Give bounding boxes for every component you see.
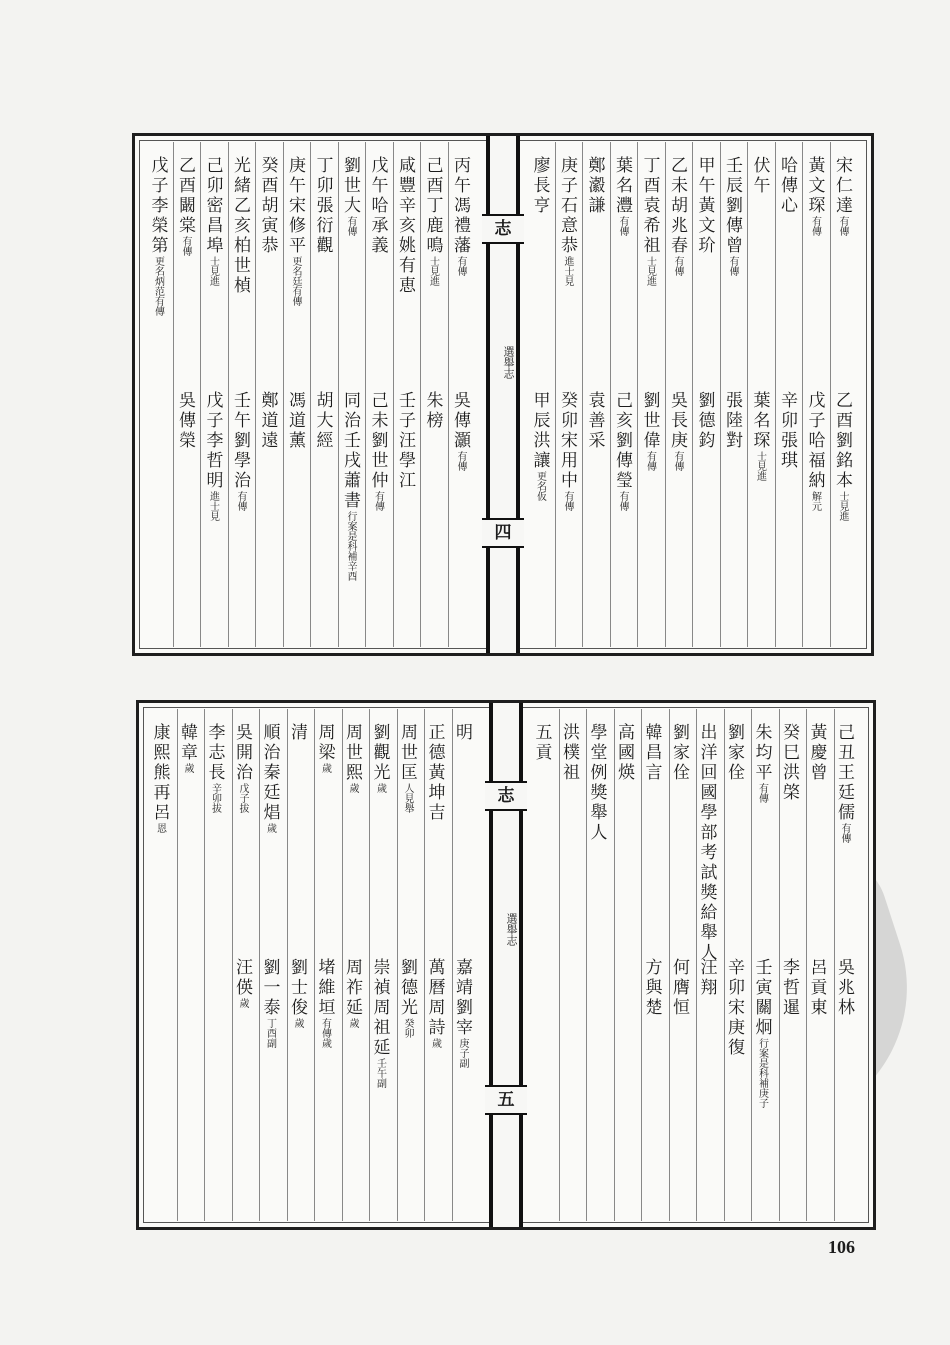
entry-note: 壬午副 bbox=[374, 1058, 386, 1088]
entry-name: 吳兆林 bbox=[834, 958, 854, 1018]
entry-column bbox=[230, 958, 255, 1008]
entry-column bbox=[583, 391, 608, 451]
entry-column bbox=[148, 723, 173, 833]
entry-name: 伏午 bbox=[749, 156, 770, 196]
entry-note: 歲 bbox=[182, 763, 193, 773]
entry-column bbox=[667, 723, 692, 783]
entry-note: 有傳 bbox=[644, 451, 656, 471]
entry-name: 堵維垣 bbox=[314, 958, 335, 1018]
entry-name: 辛卯宋庚復 bbox=[724, 958, 744, 1058]
entry-note: 有傳 bbox=[345, 216, 356, 236]
entry-column bbox=[610, 391, 635, 511]
entry-name: 劉家佺 bbox=[669, 723, 689, 783]
entry-name: 張陸對 bbox=[722, 391, 742, 451]
entry-column bbox=[555, 391, 580, 511]
entry-column bbox=[750, 723, 775, 803]
entry-column bbox=[340, 723, 365, 793]
entry-column bbox=[693, 391, 718, 451]
entry-name: 劉一泰 bbox=[259, 958, 280, 1018]
entry-note: 戊子拔 bbox=[237, 783, 248, 813]
entry-column bbox=[832, 723, 857, 843]
entry-note: 歲 bbox=[347, 1018, 358, 1028]
entry-name: 康熙熊再呂 bbox=[149, 723, 170, 823]
entry-column bbox=[448, 391, 473, 471]
entry-column bbox=[665, 156, 690, 276]
entry-name: 劉家佺 bbox=[724, 723, 744, 783]
entry-name: 甲午黃文玠 bbox=[694, 156, 715, 256]
entry-column bbox=[395, 723, 420, 813]
entry-name: 戊子哈福納 bbox=[804, 391, 825, 491]
entry-column bbox=[722, 723, 747, 783]
entry-column bbox=[585, 723, 610, 843]
entry-column bbox=[830, 156, 855, 236]
gutter-page-mark: 四 bbox=[482, 518, 524, 548]
entry-name: 咸豐辛亥姚有恵 bbox=[395, 156, 415, 296]
entry-note: 行案是科補庚子 bbox=[756, 1038, 768, 1108]
entry-name: 甲辰洪讓 bbox=[529, 391, 550, 471]
entry-note: 歲 bbox=[347, 783, 358, 793]
entry-name: 正德黃坤吉 bbox=[424, 723, 445, 823]
entry-name: 壬子汪學江 bbox=[395, 391, 415, 491]
entry-column bbox=[338, 391, 363, 581]
entry-column bbox=[201, 156, 226, 286]
entry-column bbox=[173, 156, 198, 256]
entry-column bbox=[228, 391, 253, 511]
entry-name: 高國煐 bbox=[614, 723, 634, 783]
entry-name: 壬午劉學治 bbox=[230, 391, 250, 491]
entry-name: 韓昌言 bbox=[641, 723, 662, 783]
entry-name: 劉德光 bbox=[397, 958, 417, 1018]
entry-column bbox=[256, 156, 281, 256]
entry-name: 葉名灃 bbox=[612, 156, 632, 216]
entry-column bbox=[313, 723, 338, 773]
entry-column bbox=[555, 156, 580, 286]
entry-name: 癸卯宋用中 bbox=[557, 391, 577, 491]
entry-name: 癸巳洪棨 bbox=[779, 723, 799, 803]
entry-column bbox=[803, 156, 828, 236]
entry-column bbox=[368, 958, 393, 1088]
entry-note: 士見進 bbox=[754, 451, 766, 481]
entry-column bbox=[366, 156, 391, 256]
entry-note: 士見進 bbox=[837, 491, 848, 521]
entry-note: 有傳 bbox=[617, 216, 628, 236]
entry-column bbox=[695, 958, 720, 998]
entry-column bbox=[393, 156, 418, 296]
gutter-title-mark: 志 bbox=[485, 781, 527, 811]
entry-name: 李哲暹 bbox=[779, 958, 799, 1018]
entry-column bbox=[777, 958, 802, 1018]
entry-note: 有傳 bbox=[180, 236, 191, 256]
entry-column bbox=[720, 156, 745, 276]
entry-name: 萬曆周詩 bbox=[424, 958, 445, 1038]
entry-name: 劉世大 bbox=[340, 156, 360, 216]
entry-name: 鄭瀫謙 bbox=[584, 156, 605, 216]
entry-note: 有傳 bbox=[617, 491, 628, 511]
entry-note: 進士見 bbox=[562, 256, 573, 286]
entry-name: 黃慶曾 bbox=[806, 723, 827, 783]
entry-note: 歲 bbox=[429, 1038, 441, 1048]
entry-name: 己亥劉傳瑩 bbox=[612, 391, 632, 491]
entry-column bbox=[421, 156, 446, 286]
entry-name: 胡大經 bbox=[312, 391, 333, 451]
entry-name: 汪偀 bbox=[232, 958, 252, 998]
entry-column bbox=[175, 723, 200, 773]
entry-note: 有傳 bbox=[727, 256, 738, 276]
entry-note: 歲 bbox=[264, 823, 276, 833]
entry-name: 同治壬戌蕭書 bbox=[340, 391, 360, 511]
entry-note: 有傳歲 bbox=[319, 1018, 331, 1048]
entry-note: 丁酉副 bbox=[264, 1018, 276, 1048]
entry-column bbox=[693, 156, 718, 256]
entry-name: 戊午哈承義 bbox=[367, 156, 388, 256]
entry-name: 乙未胡兆春 bbox=[667, 156, 687, 256]
entry-column bbox=[366, 391, 391, 511]
gutter-page-mark: 五 bbox=[485, 1085, 527, 1115]
entry-column bbox=[368, 723, 393, 793]
entry-name: 崇禎周祖延 bbox=[369, 958, 390, 1058]
entry-name: 吳長庚 bbox=[667, 391, 687, 451]
entry-column bbox=[530, 723, 555, 763]
entry-name: 劉觀光 bbox=[369, 723, 390, 783]
entry-note: 有傳 bbox=[756, 783, 768, 803]
entry-note: 歲 bbox=[374, 783, 386, 793]
top-left-columns bbox=[145, 146, 479, 643]
entry-name: 學堂例獎舉人 bbox=[586, 723, 607, 843]
entry-note: 進士見 bbox=[207, 491, 219, 521]
entry-column bbox=[610, 156, 635, 236]
entry-column bbox=[311, 391, 336, 451]
entry-name: 鄭道遠 bbox=[257, 391, 278, 451]
entry-note: 士見進 bbox=[207, 256, 219, 286]
entry-note: 庚子副 bbox=[457, 1038, 468, 1068]
entry-column bbox=[803, 391, 828, 511]
entry-name: 己酉丁鹿鳴 bbox=[422, 156, 443, 256]
entry-note: 更名廷有傳 bbox=[290, 256, 301, 306]
entry-name: 吳傳灝 bbox=[450, 391, 470, 451]
entry-name: 乙酉闞棠 bbox=[175, 156, 195, 236]
entry-note: 行案是科補辛酉 bbox=[345, 511, 356, 581]
entry-column bbox=[395, 958, 420, 1038]
entry-column bbox=[256, 391, 281, 451]
entry-column bbox=[777, 723, 802, 803]
entry-note: 有傳 bbox=[455, 451, 466, 471]
entry-column bbox=[832, 958, 857, 1018]
entry-column bbox=[393, 391, 418, 491]
entry-column bbox=[423, 958, 448, 1048]
entry-name: 袁善采 bbox=[584, 391, 605, 451]
bottom-page-spread bbox=[136, 700, 876, 1230]
entry-name: 周世熙 bbox=[342, 723, 362, 783]
entry-name: 汪翔 bbox=[696, 958, 717, 998]
entry-name: 嘉靖劉宰 bbox=[452, 958, 472, 1038]
top-page-spread bbox=[132, 133, 874, 656]
entry-column bbox=[612, 723, 637, 783]
entry-name: 己未劉世仲 bbox=[367, 391, 388, 491]
entry-column bbox=[805, 958, 830, 1018]
entry-name: 哈傳心 bbox=[777, 156, 797, 216]
entry-column bbox=[750, 958, 775, 1108]
entry-column bbox=[203, 723, 228, 813]
bottom-gutter bbox=[489, 703, 523, 1227]
entry-column bbox=[228, 156, 253, 296]
entry-name: 朱均平 bbox=[751, 723, 772, 783]
entry-column bbox=[638, 156, 663, 286]
entry-column bbox=[748, 391, 773, 481]
entry-column bbox=[173, 391, 198, 451]
entry-column bbox=[722, 958, 747, 1058]
entry-column bbox=[313, 958, 338, 1048]
entry-note: 士見進 bbox=[427, 256, 439, 286]
entry-column bbox=[640, 958, 665, 1018]
entry-column bbox=[638, 391, 663, 471]
entry-name: 劉士俊 bbox=[287, 958, 307, 1018]
entry-note: 歲 bbox=[319, 763, 331, 773]
entry-name: 光緒乙亥柏世楨 bbox=[230, 156, 250, 296]
entry-column bbox=[230, 723, 255, 813]
bottom-right-columns bbox=[531, 713, 863, 1217]
entry-column bbox=[450, 723, 475, 743]
entry-column bbox=[748, 156, 773, 196]
entry-column bbox=[583, 156, 608, 216]
entry-column bbox=[665, 391, 690, 471]
entry-column bbox=[258, 723, 283, 833]
entry-column bbox=[805, 723, 830, 783]
entry-note: 辛卯拔 bbox=[209, 783, 221, 813]
entry-column bbox=[285, 958, 310, 1028]
entry-name: 呂貢東 bbox=[806, 958, 827, 1018]
entry-name: 李志長 bbox=[204, 723, 225, 783]
entry-column bbox=[421, 391, 446, 431]
entry-note: 有傳 bbox=[455, 256, 466, 276]
entry-column bbox=[201, 391, 226, 521]
entry-column bbox=[695, 723, 720, 963]
entry-name: 廖長亨 bbox=[529, 156, 550, 216]
entry-column bbox=[258, 958, 283, 1048]
entry-column bbox=[830, 391, 855, 521]
entry-name: 庚子石意恭 bbox=[557, 156, 577, 256]
entry-note: 癸卯 bbox=[402, 1018, 413, 1038]
entry-name: 朱榜 bbox=[422, 391, 443, 431]
top-right-columns bbox=[527, 146, 861, 643]
entry-name: 何膺恒 bbox=[669, 958, 689, 1018]
entry-name: 葉名琛 bbox=[749, 391, 770, 451]
entry-note: 有傳 bbox=[372, 491, 384, 511]
entry-note: 人見舉 bbox=[402, 783, 413, 813]
entry-name: 順治秦廷焻 bbox=[259, 723, 280, 823]
entry-note: 恩 bbox=[154, 823, 166, 833]
entry-note: 歲 bbox=[237, 998, 248, 1008]
entry-name: 韓章 bbox=[177, 723, 197, 763]
entry-name: 清 bbox=[287, 723, 307, 743]
entry-name: 馮道薰 bbox=[285, 391, 305, 451]
entry-column bbox=[283, 156, 308, 306]
entry-note: 解元 bbox=[809, 491, 821, 511]
entry-name: 戊子李哲明 bbox=[202, 391, 223, 491]
bottom-left-columns bbox=[149, 713, 481, 1217]
entry-column bbox=[528, 391, 553, 501]
entry-name: 宋仁達 bbox=[832, 156, 852, 216]
entry-note: 士見進 bbox=[644, 256, 656, 286]
top-gutter bbox=[486, 136, 520, 653]
entry-name: 明 bbox=[452, 723, 472, 743]
entry-name: 周梁 bbox=[314, 723, 335, 763]
entry-name: 丙午馮禮藩 bbox=[450, 156, 470, 256]
entry-column bbox=[340, 958, 365, 1028]
entry-name: 劉德鈞 bbox=[694, 391, 715, 451]
entry-name: 吳開治 bbox=[232, 723, 252, 783]
gutter-section-name: 選舉志 bbox=[505, 913, 518, 946]
entry-column bbox=[311, 156, 336, 256]
entry-name: 黃文琛 bbox=[804, 156, 825, 216]
entry-column bbox=[285, 723, 310, 743]
entry-note: 有傳 bbox=[837, 216, 848, 236]
entry-note: 有傳 bbox=[809, 216, 821, 236]
entry-name: 庚午宋修平 bbox=[285, 156, 305, 256]
entry-column bbox=[640, 723, 665, 783]
entry-name: 出洋回國學部考試獎給舉人 bbox=[696, 723, 717, 963]
entry-note: 有傳 bbox=[235, 491, 246, 511]
entry-name: 己丑王廷儒 bbox=[834, 723, 854, 823]
entry-name: 周祚延 bbox=[342, 958, 362, 1018]
entry-column bbox=[450, 958, 475, 1068]
entry-name: 五貢 bbox=[531, 723, 552, 763]
entry-column bbox=[338, 156, 363, 236]
entry-name: 方與楚 bbox=[641, 958, 662, 1018]
entry-note: 歲 bbox=[292, 1018, 303, 1028]
entry-note: 更名仮 bbox=[534, 471, 546, 501]
entry-column bbox=[528, 156, 553, 216]
entry-name: 壬辰劉傳曾 bbox=[722, 156, 742, 256]
entry-column bbox=[775, 391, 800, 471]
entry-note: 有傳 bbox=[672, 451, 683, 471]
entry-name: 壬寅關炯 bbox=[751, 958, 772, 1038]
gutter-section-name: 選舉志 bbox=[502, 346, 515, 379]
gutter-title-mark: 志 bbox=[482, 214, 524, 244]
entry-name: 戊子李榮第 bbox=[147, 156, 168, 256]
entry-column bbox=[667, 958, 692, 1018]
entry-name: 劉世偉 bbox=[639, 391, 660, 451]
entry-column bbox=[283, 391, 308, 451]
entry-name: 周世匡 bbox=[397, 723, 417, 783]
entry-column bbox=[557, 723, 582, 783]
entry-column bbox=[720, 391, 745, 451]
entry-name: 吳傳榮 bbox=[175, 391, 195, 451]
entry-name: 乙酉劉銘本 bbox=[832, 391, 852, 491]
entry-name: 辛卯張琪 bbox=[777, 391, 797, 471]
entry-column bbox=[146, 156, 171, 316]
entry-column bbox=[423, 723, 448, 823]
entry-name: 癸酉胡寅恭 bbox=[257, 156, 278, 256]
entry-name: 丁酉袁希祖 bbox=[639, 156, 660, 256]
entry-note: 有傳 bbox=[839, 823, 850, 843]
entry-name: 己卯密昌埠 bbox=[202, 156, 223, 256]
entry-note: 有傳 bbox=[672, 256, 683, 276]
entry-note: 更名炳范有傳 bbox=[152, 256, 164, 316]
entry-note: 有傳 bbox=[562, 491, 573, 511]
page-number: 106 bbox=[828, 1237, 855, 1257]
entry-name: 丁卯張衍觀 bbox=[312, 156, 333, 256]
entry-column bbox=[448, 156, 473, 276]
entry-column bbox=[775, 156, 800, 216]
entry-name: 洪樸祖 bbox=[559, 723, 579, 783]
